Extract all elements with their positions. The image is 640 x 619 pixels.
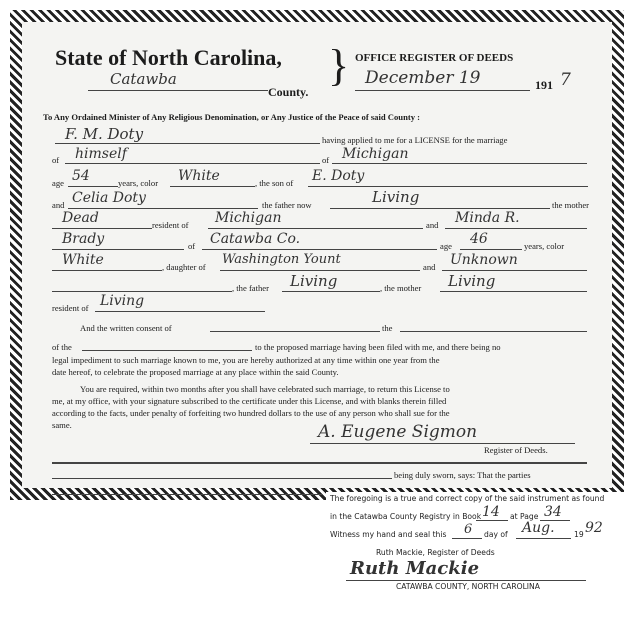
of-label-3: of <box>188 241 196 251</box>
cert-line-3b: day of <box>484 530 508 539</box>
book-line <box>476 520 508 521</box>
resident-line-2 <box>95 311 265 312</box>
groom-age: 54 <box>72 168 90 184</box>
month-value: Aug. <box>522 520 555 536</box>
year-suffix: 7 <box>560 70 571 90</box>
paragraph-2-line-1: You are required, within two months after you shall have celebrated such marriage, to return this License to <box>80 384 450 394</box>
bride-father-status: Living <box>290 272 338 290</box>
father-status: Living <box>372 188 420 206</box>
groom-resident-line <box>208 228 423 229</box>
bottom-line <box>52 494 322 495</box>
bride-mother-status-line <box>440 291 587 292</box>
bride-father-status-line <box>282 291 380 292</box>
years-color-label-2: years, color <box>524 241 565 251</box>
day-line <box>452 538 482 539</box>
groom-resident: Michigan <box>215 210 282 226</box>
intro-text: To Any Ordained Minister of Any Religious Denomination, or Any Justice of the Peace of said County : <box>43 112 421 122</box>
date-line <box>355 90 530 91</box>
of-label: of <box>52 155 60 165</box>
groom-mother-line <box>68 208 258 209</box>
cert-line-3a: Witness my hand and seal this <box>330 530 447 539</box>
cert-line-2a: in the Catawba County Registry in Book <box>330 512 482 521</box>
the-label: the <box>382 323 393 333</box>
paragraph-1-line-3: date hereof, to celebrate the proposed marriage at any place within the said County. <box>52 367 339 377</box>
proposed-marriage-text: to the proposed marriage having been filed with me, and there being no <box>255 342 501 352</box>
clerk-signature-line <box>346 580 586 581</box>
consent-line-2 <box>400 331 587 332</box>
clerk-name: Ruth Mackie, Register of Deeds <box>376 548 495 557</box>
county-line: CATAWBA COUNTY, NORTH CAROLINA <box>396 582 540 591</box>
the-mother-label-2: , the mother <box>380 283 422 293</box>
bride-mother-status: Living <box>448 272 496 290</box>
sworn-line <box>52 478 392 479</box>
resident-of-label: resident of <box>152 220 189 230</box>
paragraph-1-line-2: legal impediment to such marriage known to me, you are hereby authorized at any time within one year from the <box>52 355 440 365</box>
groom-residence: Michigan <box>342 146 409 162</box>
consent-line-1 <box>210 331 380 332</box>
county-line <box>88 90 268 91</box>
groom-father: E. Doty <box>312 168 365 184</box>
clerk-signature: Ruth Mackie <box>350 558 480 579</box>
county-label: County. <box>268 85 309 99</box>
bride-mother: Unknown <box>450 252 518 268</box>
book-number: 14 <box>482 504 500 520</box>
of-the-line <box>82 350 252 351</box>
office-title: OFFICE REGISTER OF DEEDS <box>355 52 514 64</box>
resident-of-label-2: resident of <box>52 303 89 313</box>
bride-county: Catawba Co. <box>210 231 301 247</box>
county-handwritten: Catawba <box>110 70 177 88</box>
year-prefix: 191 <box>535 78 553 92</box>
paragraph-2-line-2: me, at my office, with your signature subscribed to the certificate under this License, and with blanks therein filled <box>52 396 447 406</box>
of-label-2: of <box>322 155 330 165</box>
register-signature: A. Eugene Sigmon <box>318 422 478 442</box>
groom-color-line <box>170 186 255 187</box>
groom-residence-line <box>332 163 587 164</box>
mother-status-line <box>52 228 152 229</box>
state-title: State of North Carolina, <box>55 45 282 70</box>
groom-mother: Celia Doty <box>72 190 146 206</box>
daughter-of-label: , daughter of <box>162 262 206 272</box>
brace-divider: } <box>328 41 350 90</box>
register-signature-line <box>310 443 575 444</box>
age-label: age <box>52 178 64 188</box>
bride-last-line <box>52 249 184 250</box>
years-color-label: years, color <box>118 178 159 188</box>
and-label: and <box>52 200 65 210</box>
the-father-label: , the father <box>232 283 269 293</box>
groom-father-line <box>308 186 588 187</box>
the-mother-label: the mother <box>552 200 589 210</box>
certification-stamp <box>326 492 626 592</box>
and-label-2: and <box>426 220 439 230</box>
father-status-line <box>330 208 550 209</box>
bride-age: 46 <box>470 231 488 247</box>
paragraph-2-line-4: same. <box>52 420 72 430</box>
applicant-line <box>55 143 320 144</box>
divider-line <box>52 462 587 464</box>
age-label-2: age <box>440 241 452 251</box>
having-applied-text: having applied to me for a LICENSE for the marriage <box>322 135 508 145</box>
bride-mother-line <box>442 270 587 271</box>
groom-name: himself <box>75 146 127 162</box>
written-consent-text: And the written consent of <box>80 323 172 333</box>
paragraph-2-line-3: according to the facts, under penalty of forfeiting two hundred dollars to the use of any person who shall sue for the <box>52 408 450 418</box>
bride-last: Brady <box>62 231 105 247</box>
date-handwritten: December 19 <box>365 68 481 88</box>
bride-father-line <box>220 270 420 271</box>
month-line <box>516 538 571 539</box>
bride-color-line <box>52 270 162 271</box>
bride-first-line <box>445 228 587 229</box>
groom-color: White <box>178 168 220 184</box>
groom-name-line <box>65 163 320 164</box>
and-label-3: and <box>423 262 436 272</box>
of-the-label: of the <box>52 342 72 352</box>
cert-line-2b: at Page <box>510 512 539 521</box>
groom-age-line <box>68 186 118 187</box>
register-label: Register of Deeds. <box>484 445 548 455</box>
sworn-text: being duly sworn, says: That the parties <box>394 470 531 480</box>
bride-first: Minda R. <box>455 210 520 226</box>
bride-color: White <box>62 252 104 268</box>
cert-year-prefix: 19 <box>574 530 584 539</box>
blank-line-1 <box>52 291 232 292</box>
bride-county-line <box>202 249 437 250</box>
day-value: 6 <box>464 522 473 537</box>
cert-year: 92 <box>585 520 603 536</box>
son-of-label: , the son of <box>255 178 294 188</box>
bride-age-line <box>460 249 522 250</box>
father-now-label: the father now <box>262 200 312 210</box>
page-number: 34 <box>544 504 562 520</box>
bride-mother-resident: Living <box>100 293 145 309</box>
mother-status: Dead <box>62 210 99 226</box>
cert-line-1: The foregoing is a true and correct copy of the said instrument as found <box>330 494 605 503</box>
bride-father: Washington Yount <box>222 252 341 267</box>
applicant-name: F. M. Doty <box>65 125 144 143</box>
